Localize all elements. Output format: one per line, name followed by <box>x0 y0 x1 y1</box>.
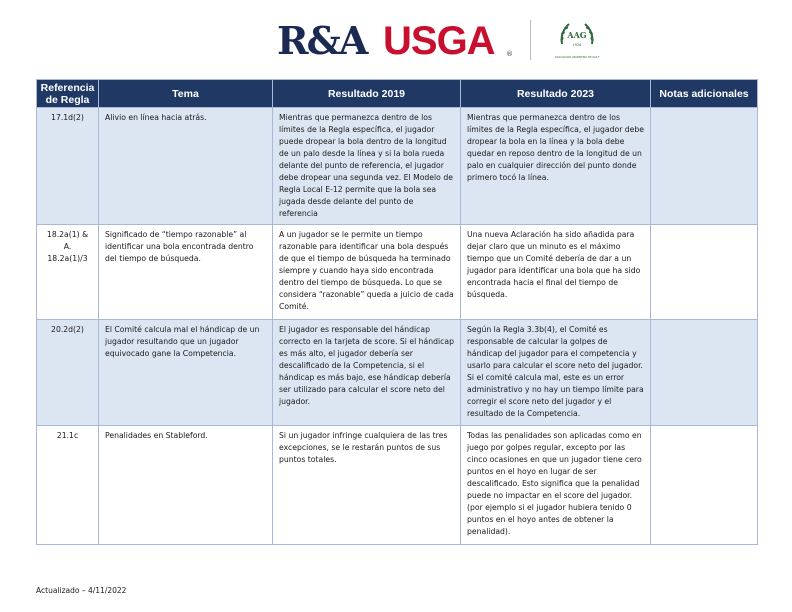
result-2019-cell: Si un jugador infringe cualquiera de las tres excepciones, se le restarán puntos de sus puntos totales. <box>273 426 461 545</box>
aag-initials: AAG <box>567 30 587 40</box>
rule-ref-cell: 17.1d(2) <box>37 108 99 225</box>
header-resultado-2019: Resultado 2019 <box>273 80 461 108</box>
aag-year: 1926 <box>572 43 582 47</box>
header-resultado-2023: Resultado 2023 <box>461 80 651 108</box>
result-2023-cell: Mientras que permanezca dentro de los límites de la Regla específica, el jugador debe dropear la bola en la línea y la bola debe quedar en reposo dentro de la longitud de un palo en cualquier dirección del punto donde primero tocó la línea. <box>461 108 651 225</box>
notes-cell <box>651 320 758 426</box>
tema-cell: El Comité calcula mal el hándicap de un jugador resultando que un jugador equivocado gane la Competencia. <box>99 320 273 426</box>
result-2019-cell: Mientras que permanezca dentro de los límites de la Regla específica, el jugador puede dropear la bola dentro de la longitud de un palo desde la línea y si la bola rueda delante del punto de referencia, el jugador debe dropear una segunda vez. El Modelo de Regla Local E-12 permite que la bola sea jugada desde delante del punto de referencia <box>273 108 461 225</box>
table-row <box>37 108 758 225</box>
notes-cell <box>651 108 758 225</box>
table-row <box>37 225 758 320</box>
aag-logo <box>552 18 602 64</box>
result-2023-cell: Una nueva Aclaración ha sido añadida para dejar claro que un minuto es el máximo tiempo que un Comité debería de dar a un jugador para identificar una bola que ha sido encontrada hacia el final del tiempo de búsqueda. <box>461 225 651 320</box>
tema-cell: Alivio en línea hacia atrás. <box>99 108 273 225</box>
header-tema: Tema <box>99 80 273 108</box>
logo-header <box>0 18 792 64</box>
updated-footer: Actualizado – 4/11/2022 <box>36 586 127 595</box>
notes-cell <box>651 225 758 320</box>
table-header-row <box>37 80 758 108</box>
result-2019-cell: El jugador es responsable del hándicap correcto en la tarjeta de score. Si el hándicap es más alto, el jugador debería ser descalificado de la Competencia, si el hándicap es más bajo, ese hándicap debería ser utilizado para calcular el score neto del jugador. <box>273 320 461 426</box>
aag-name: ASOCIACIÓN ARGENTINA DE GOLF <box>554 56 600 59</box>
tema-cell: Penalidades en Stableford. <box>99 426 273 545</box>
result-2019-cell: A un jugador se le permite un tiempo razonable para identificar una bola después de que el tiempo de búsqueda ha terminado siempre y cuando haya sido encontrada dentro del tiempo de búsqueda. Lo que se considera “razonable” queda a juicio de cada Comité. <box>273 225 461 320</box>
rule-ref-cell: 18.2a(1) & A. 18.2a(1)/3 <box>37 225 99 320</box>
usga-logo: USGA <box>383 19 495 63</box>
table-row <box>37 426 758 545</box>
header-notas: Notas adicionales <box>651 80 758 108</box>
ra-logo: R&A <box>277 18 367 63</box>
result-2023-cell: Todas las penalidades son aplicadas como en juego por golpes regular, excepto por las cinco ocasiones en que un jugador tiene cero puntos en el hoyo en lugar de ser descalificado. Esto significa que la penalidad puede no impactar en el score del jugador. (por ejemplo si el jugador hubiera tenido 0 puntos en el hoyo antes de obtener la penalidad). <box>461 426 651 545</box>
registered-mark: ® <box>506 50 513 58</box>
notes-cell <box>651 426 758 545</box>
result-2023-cell: Según la Regla 3.3b(4), el Comité es responsable de calcular la golpes de hándicap del jugador para el competencia y usarlo para calcular el score neto del jugador. Si el comité calcula mal, este es un error administrativo y no hay un tiempo límite para corregir el score neto del jugador y el resultado de la Competencia. <box>461 320 651 426</box>
table-row <box>37 320 758 426</box>
logo-divider <box>530 20 531 60</box>
header-referencia: Referencia de Regla <box>37 80 99 108</box>
rules-table <box>36 79 758 545</box>
tema-cell: Significado de “tiempo razonable” al identificar una bola encontrada dentro del tiempo de búsqueda. <box>99 225 273 320</box>
rule-ref-cell: 20.2d(2) <box>37 320 99 426</box>
rule-ref-cell: 21.1c <box>37 426 99 545</box>
